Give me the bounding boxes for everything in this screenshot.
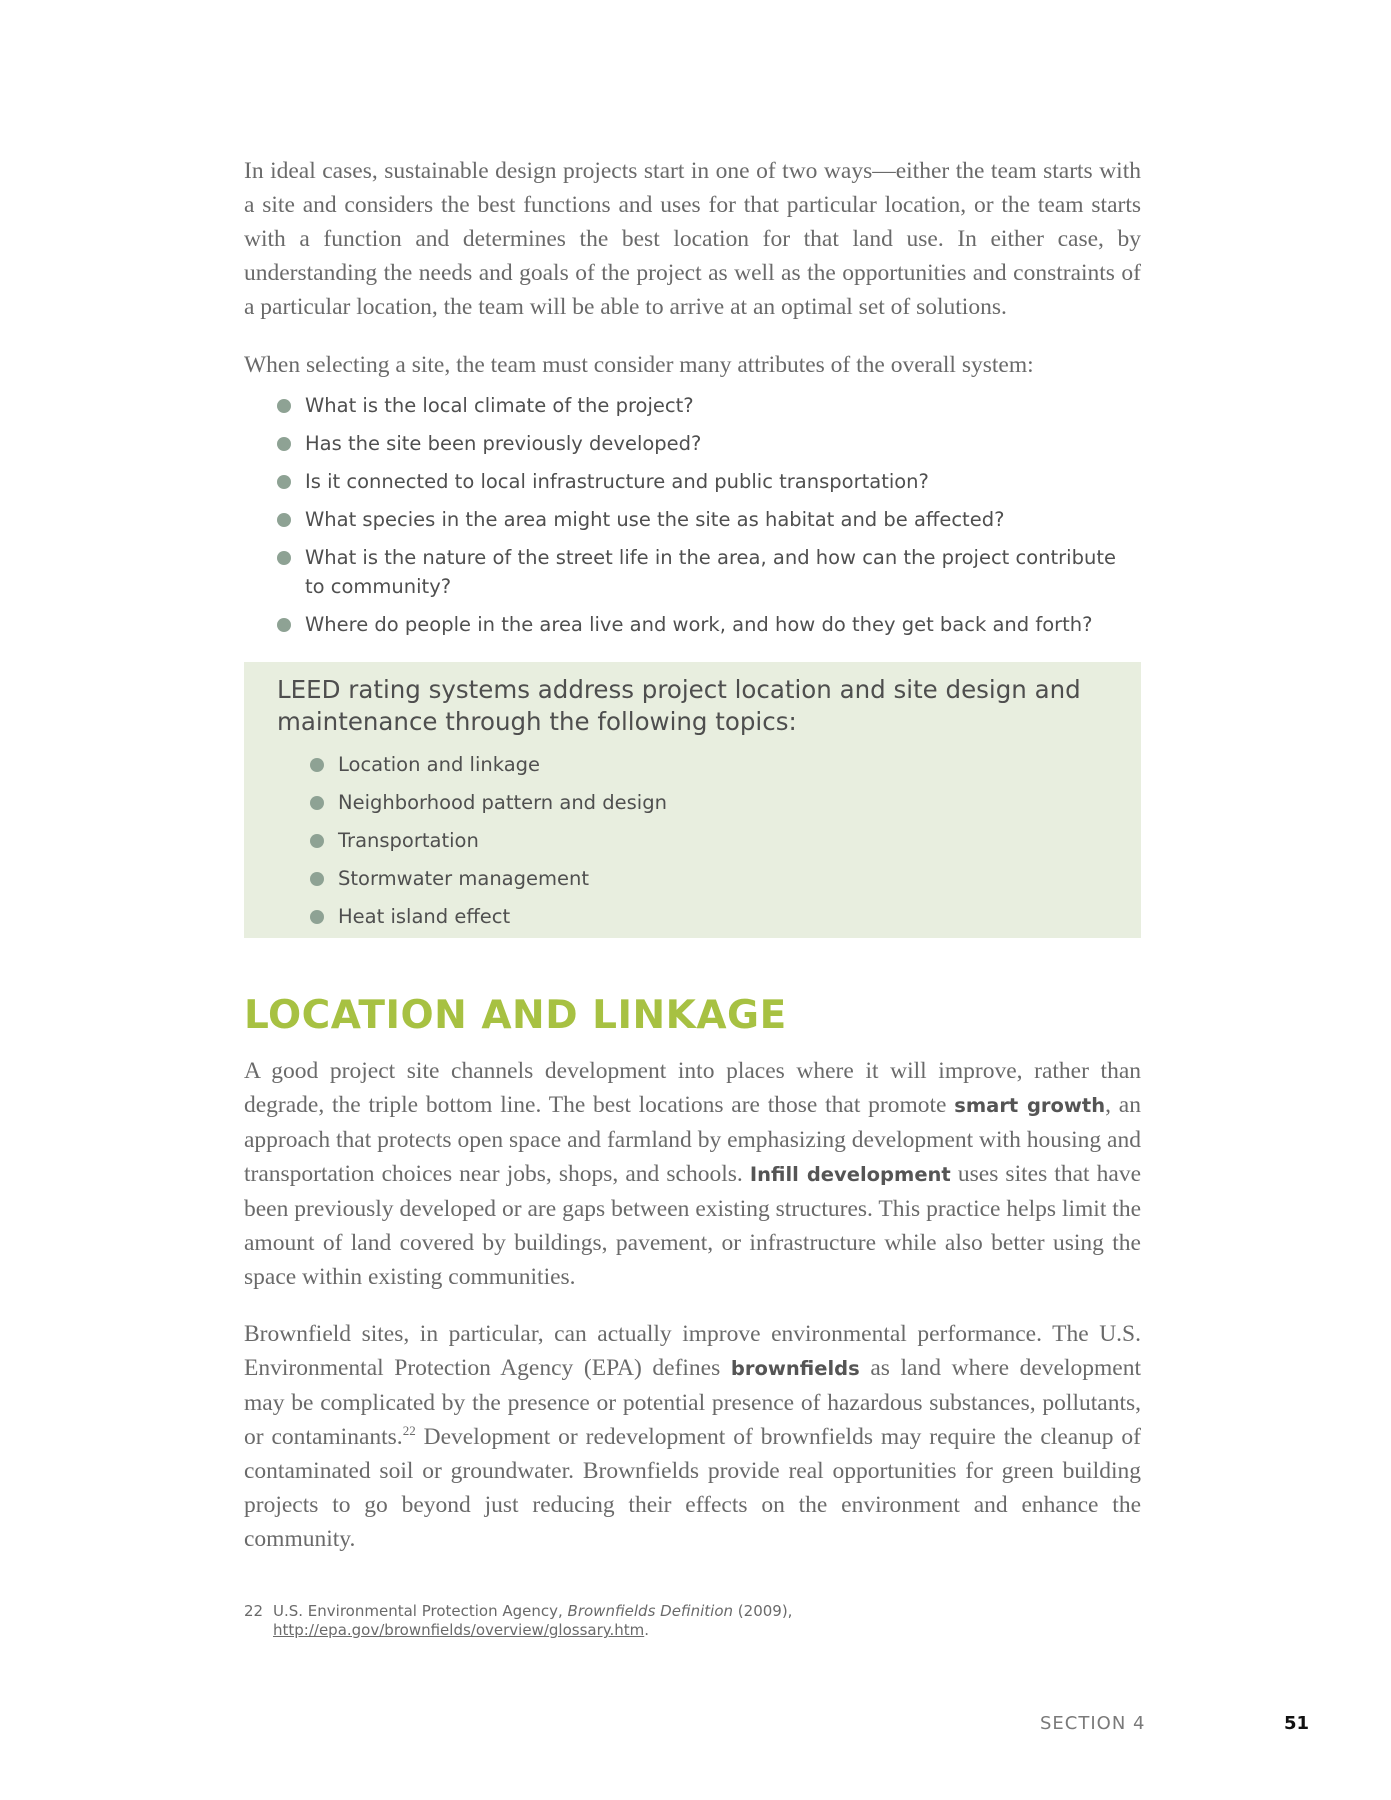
- bullet-icon: [310, 910, 324, 924]
- page-number: 51: [1284, 1713, 1310, 1734]
- bullet-icon: [310, 834, 324, 848]
- list-item: Has the site been previously developed?: [244, 429, 1141, 458]
- list-item: What is the nature of the street life in the area, and how can the project contribute to community?: [244, 543, 1141, 601]
- section-heading: LOCATION AND LINKAGE: [244, 993, 787, 1038]
- callout-title: LEED rating systems address project location and site design and maintenance through the following topics:: [277, 675, 1081, 736]
- list-item: Where do people in the area live and work, and how do they get back and forth?: [244, 610, 1141, 639]
- bullet-icon: [310, 872, 324, 886]
- smart-growth-term: smart growth: [954, 1094, 1106, 1117]
- list-item: What is the local climate of the project?: [244, 391, 1141, 420]
- list-item: Stormwater management: [277, 864, 1097, 893]
- bullet-icon: [277, 513, 291, 527]
- bullet-icon: [277, 551, 291, 565]
- footnote-reference[interactable]: 22: [402, 1423, 416, 1439]
- list-item: Neighborhood pattern and design: [277, 788, 1097, 817]
- bullet-icon: [277, 399, 291, 413]
- footer-section-label: SECTION 4: [1040, 1713, 1146, 1734]
- intro-paragraph: In ideal cases, sustainable design projects start in one of two ways—either the team starts with a site and considers the best functions and uses for that particular location, or the team starts with a function and determines the best location for that land use. In either case, by understanding the needs and goals of the project as well as the opportunities and constraints of a particular location, the team will be able to arrive at an optimal set of solutions.: [244, 158, 1141, 320]
- footnote: 22 U.S. Environmental Protection Agency, Brownfields Definition (2009), http://epa.gov/brownfields/overview/glossary.htm.: [244, 1602, 793, 1639]
- footnote-link[interactable]: http://epa.gov/brownfields/overview/glossary.htm: [273, 1621, 645, 1639]
- footnote-number: 22: [244, 1602, 264, 1620]
- brownfields-term: brownfields: [730, 1357, 860, 1380]
- leed-callout-box: [244, 662, 1141, 938]
- footnote-title: Brownfields Definition: [567, 1602, 734, 1620]
- list-item: Transportation: [277, 826, 1097, 855]
- site-questions-list: [244, 391, 1141, 648]
- bullet-icon: [310, 796, 324, 810]
- brownfields-paragraph: Brownfield sites, in particular, can actually improve environmental performance. The U.S. Environmental Protection Agency (EPA) defines brownfields as land where development may be complicated by the presence or potential presence of hazardous substances, pollutants, or contaminants.$^{22}$ Development or redevelopment of brownfields may require the cleanup of contaminated soil or groundwater. Brownfields provide real opportunities for green building projects to go beyond just reducing their effects on the environment and enhance the community.: [244, 1321, 1141, 1552]
- list-item: Heat island effect: [277, 902, 1097, 931]
- list-item: Is it connected to local infrastructure and public transportation?: [244, 467, 1141, 496]
- list-item: Location and linkage: [277, 750, 1097, 779]
- bullet-icon: [310, 758, 324, 772]
- leed-topics-list: [277, 750, 1097, 940]
- bullet-icon: [277, 475, 291, 489]
- bullet-icon: [277, 618, 291, 632]
- infill-development-term: Infill development: [749, 1163, 951, 1186]
- site-selection-paragraph: When selecting a site, the team must consider many attributes of the overall system:: [244, 352, 1034, 378]
- list-item: What species in the area might use the site as habitat and be affected?: [244, 505, 1141, 534]
- location-paragraph: A good project site channels development into places where it will improve, rather than degrade, the triple bottom line. The best locations are those that promote smart growth, an approach that protects open space and farmland by emphasizing development with housing and transportation choices near jobs, shops, and schools. Infill development uses sites that have been previously developed or are gaps between existing structures. This practice helps limit the amount of land covered by buildings, pavement, or infrastructure while also better using the space within existing communities.: [244, 1058, 1142, 1290]
- bullet-icon: [277, 437, 291, 451]
